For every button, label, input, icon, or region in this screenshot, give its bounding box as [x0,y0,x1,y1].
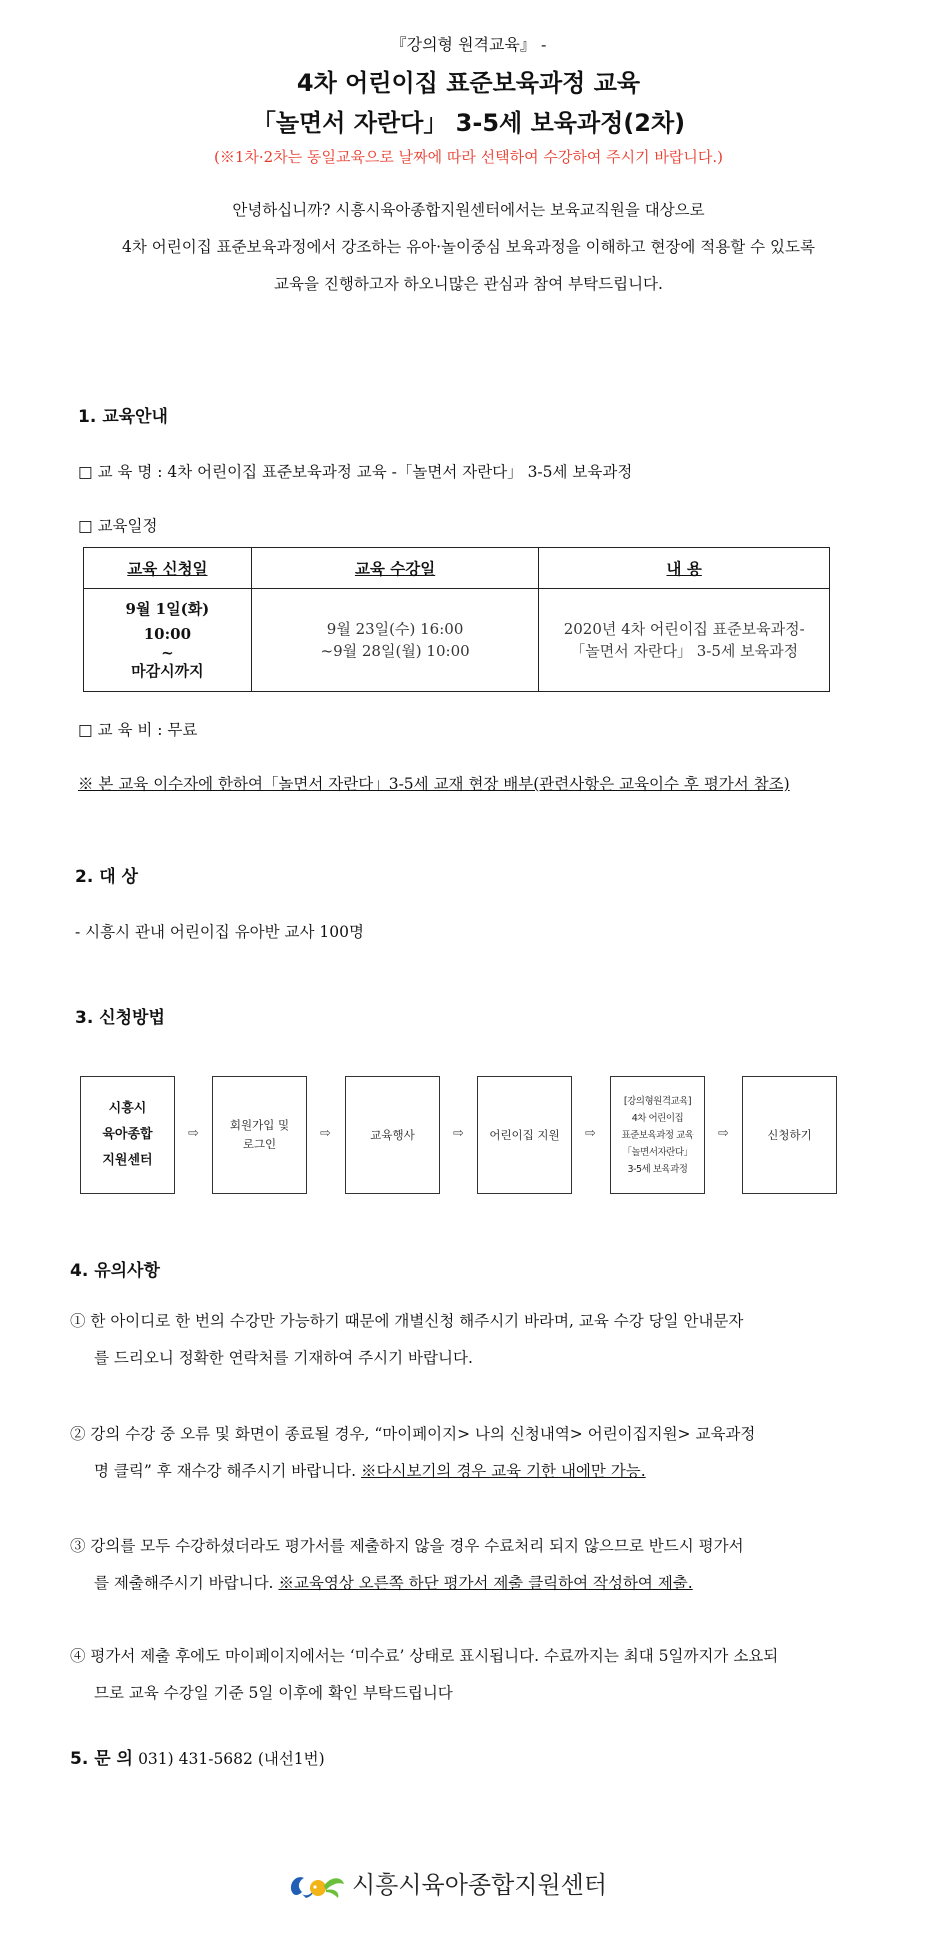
schedule-label: □ 교육일정 [78,517,158,535]
note-4-text: 므로 교육 수강일 기준 5일 이후에 확인 부탁드립니다 [94,1684,453,1702]
intro-line-2: 4차 어린이집 표준보육과정에서 강조하는 유아·놀이중심 보육과정을 이해하고 현장에 적용할 수 있도록 [122,238,815,256]
note-3-line-1: ③ 강의를 모두 수강하셨더라도 평가서를 제출하지 않을 경우 수료처리 되지 않으므로 반드시 평가서 [70,1537,744,1555]
note-4-line-2 [70,1675,860,1712]
textbook-note: ※ 본 교육 이수자에 한하여「놀면서 자란다」3-5세 교재 현장 배부(관련사항은 교육이수 후 평가서 참조) [78,775,790,793]
note-1-line-2 [70,1340,860,1377]
apply-time: 10:00 [143,624,192,643]
apply-date-cell [84,589,252,692]
date-notice: (※1차·2차는 동일교육으로 날짜에 따라 선택하여 수강하여 주시기 바랍니다.) [214,148,723,166]
attend-start: 9월 23일(수) 16:00 [326,620,464,638]
page-subtitle: 「놀면서 자란다」 3-5세 보육과정(2차) [251,109,686,137]
content-line-2: 「놀면서 자란다」 3-5세 보육과정 [570,642,799,660]
intro-line-3: 교육을 진행하고자 하오니많은 관심과 참여 부탁드립니다. [274,275,663,293]
pretitle: 『강의형 원격교육』 - [390,35,547,54]
footer-logo [286,1862,607,1902]
flow-arrow-icon: ⇨ [320,1126,331,1141]
header-content: 내 용 [539,548,830,589]
section3-heading: 3. 신청방법 [75,1008,165,1028]
fee: □ 교 육 비 : 무료 [78,721,198,739]
content-line-1: 2020년 4차 어린이집 표준보육과정- [563,620,805,638]
schedule-table [83,547,830,692]
flow-step-daycare-support: 어린이집 지원 [477,1076,572,1194]
section1-heading: 1. 교육안내 [78,407,168,427]
flow-step-events: 교육행사 [345,1076,440,1194]
target-audience: - 시흥시 관내 어린이집 유아반 교사 100명 [75,923,364,941]
content-cell [539,589,830,692]
header-attend-date: 교육 수강일 [251,548,539,589]
apply-tilde: ~ [161,643,174,662]
note-2-text: 명 클릭” 후 재수강 해주시기 바랍니다. [94,1462,357,1480]
section5-heading: 5. 문 의 [70,1749,133,1769]
flow-step-apply: 신청하기 [742,1076,837,1194]
note-3-line-2 [70,1565,860,1602]
attend-end: ~9월 28일(월) 10:00 [320,642,470,660]
table-header-row [84,548,830,589]
flow-arrow-icon: ⇨ [453,1126,464,1141]
table-row [84,589,830,692]
section4-heading: 4. 유의사항 [70,1261,160,1281]
note-3-text: 를 제출해주시기 바랍니다. [94,1574,274,1592]
flow-arrow-icon: ⇨ [188,1126,199,1141]
flow-arrow-icon: ⇨ [585,1126,596,1141]
note-item [70,1638,860,1712]
apply-deadline: 마감시까지 [131,661,204,680]
flow-step-course: [강의형원격교육] 4차 어린이집 표준보육과정 교육 「놀면서자란다」 3-5세 보육과정 [610,1076,705,1194]
contact-phone: 031) 431-5682 (내선1번) [138,1750,325,1768]
note-item [70,1303,860,1377]
note-1-text: 를 드리오니 정확한 연락처를 기재하여 주시기 바랍니다. [94,1349,473,1367]
note-2-underline: ※다시보기의 경우 교육 기한 내에만 가능. [361,1462,646,1480]
contact-row [70,1744,325,1769]
note-item [70,1416,860,1490]
page-title: 4차 어린이집 표준보육과정 교육 [296,69,641,97]
intro-line-1: 안녕하십니까? 시흥시육아종합지원센터에서는 보육교직원을 대상으로 [232,201,705,219]
section2-heading: 2. 대 상 [75,867,138,887]
apply-date: 9월 1일(화) [125,599,210,618]
flow-step-login: 회원가입 및 로그인 [212,1076,307,1194]
note-2-line-2 [70,1453,860,1490]
course-name: □ 교 육 명 : 4차 어린이집 표준보육과정 교육 -「놀면서 자란다」 3-5세 보육과정 [78,463,633,481]
header-apply-date: 교육 신청일 [84,548,252,589]
org-name: 시흥시육아종합지원센터 [352,1870,608,1899]
note-1-line-1: ① 한 아이디로 한 번의 수강만 가능하기 때문에 개별신청 해주시기 바라며, 교육 수강 당일 안내문자 [70,1312,744,1330]
note-2-line-1: ② 강의 수강 중 오류 및 화면이 종료될 경우, “마이페이지> 나의 신청내역> 어린이집지원> 교육과정 [70,1425,756,1443]
attend-date-cell [251,589,539,692]
flow-arrow-icon: ⇨ [718,1126,729,1141]
note-4-line-1: ④ 평가서 제출 후에도 마이페이지에서는 ‘미수료’ 상태로 표시됩니다. 수료까지는 최대 5일까지가 소요되 [70,1647,779,1665]
note-3-underline: ※교육영상 오른쪽 하단 평가서 제출 클릭하여 작성하여 제출. [278,1574,693,1592]
flow-step-center: 시흥시 육아종합 지원센터 [80,1076,175,1194]
note-item [70,1528,860,1602]
center-logo-icon [286,1862,346,1902]
